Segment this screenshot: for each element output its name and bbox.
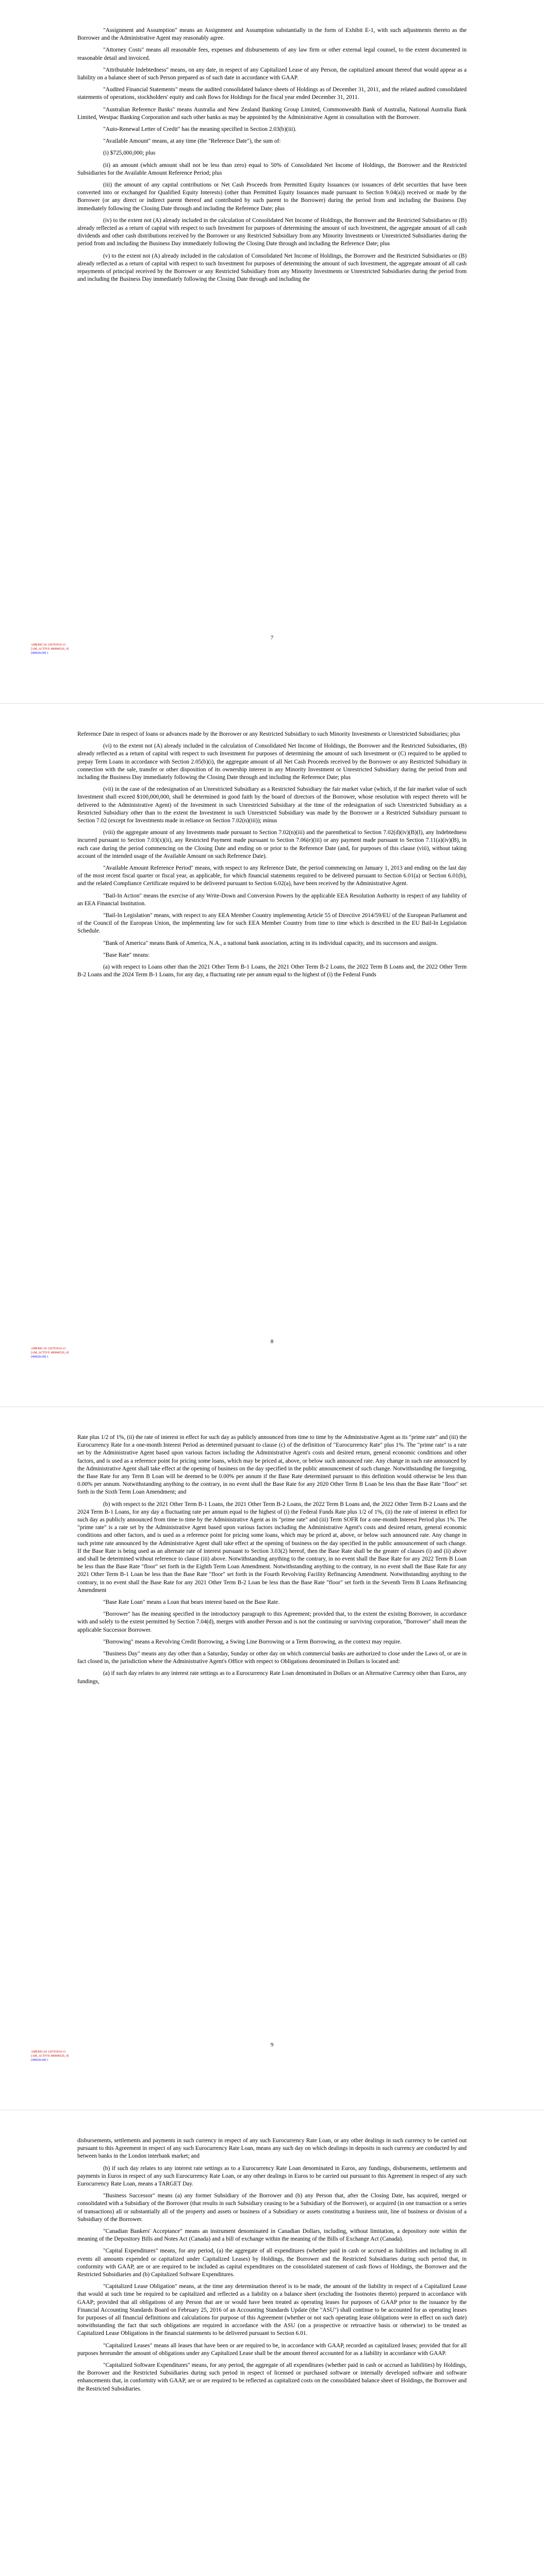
- page-number: 8: [270, 1338, 274, 1345]
- base-rate-clause-a: (a) with respect to Loans other than the 2021 Other Term B-1 Loans, the 2021 Other Term B-2 Loans, the 2022 Term B Loans and, the 2022 Other Term B-2 Loans and the 2024 Term B-1 Loans, for any day, a fluctuating rate per annum equal to the highest of (i) the Federal Funds: [77, 964, 467, 978]
- definition-bank-of-america: "Bank of America" means Bank of America, N.A., a national bank association, acting in its individual capacity, and its successors and assigns.: [103, 940, 438, 946]
- definition-capital-expenditures: "Capital Expenditures" means, for any period, (a) the aggregate of all expenditures (whether paid in cash or accrued as liabilities and including in all events all amounts expended or capitalized under Capitalized Leases) by Holdings, the Borrower and the Restricted Subsidiaries during such period that, in conformity with GAAP, are or are required to be included as capital expenditures on the consolidated statement of cash flows of Holdings, the Borrower and the Restricted Subsidiaries and (b) Capitalized Software Expenditures.: [77, 2248, 467, 2278]
- page-footer: [31, 2050, 69, 2062]
- available-amount-clause-iii: (iii) the amount of any capital contributions or Net Cash Proceeds from Permitted Equity Issuances (or issuances of debt securities that have been converted into or exchanged for Qualified Equity Interests) (other than Permitted Equity Issuances made pursuant to Section 9.04(a)) received or made by the Borrower (or any direct or indirect parent thereof and contributed by such parent to the Borrower) during the period from and including the Business Day immediately following the Closing Date through and including the Reference Date; plus: [77, 182, 467, 212]
- definition-capitalized-leases: "Capitalized Leases" means all leases that have been or are required to be, in accordance with GAAP, recorded as capitalized leases; provided that for all purposes hereunder the amount of obligations under any Capitalized Lease shall be the amount thereof accounted for as a liability in accordance with GAAP.: [77, 2342, 467, 2357]
- page-8: [0, 703, 544, 1406]
- page-number: 9: [270, 2042, 274, 2048]
- continued-text: disbursements, settlements and payments in such currency in respect of any such Eurocurrency Rate Loan, or any other dealings in such currency to be carried out pursuant to this Agreement in respect of any such Eurocurrency Rate Loan, means any such day on which dealings in deposits in such currency are conducted by and between banks in the London interbank market; and: [77, 2138, 467, 2160]
- available-amount-clause-ii: (ii) an amount (which amount shall not be less than zero) equal to 50% of Consolidated Net Income of Holdings, the Borrower and the Restricted Subsidiaries for the Available Amount Reference Period; plus: [77, 162, 467, 176]
- available-amount-clause-viii: (viii) the aggregate amount of any Investments made pursuant to Section 7.02(n)(iii) and the parenthetical to Section 7.02(d)(iv)(B)(I), any Indebtedness incurred pursuant to Section 7.03(x)(ii), any Restricted Payment made pursuant to Section 7.06(e)(iii) or any payment made pursuant to Section 7.11(a)(iv)(B), in each case during the period commencing on the Closing Date and ending on or prior to the Reference Date (and, for purposes of this clause (viii), without taking account of the intended usage of the Available Amount on such Reference Date).: [77, 829, 467, 859]
- base-rate-clause-b: (b) with respect to the 2021 Other Term B-1 Loans, the 2021 Other Term B-2 Loans, the 2022 Term B Loans and, the 2022 Other Term B-2 Loans and the 2024 Term B-1 Loans, for any day a fluctuating rate per annum equal to the highest of (i) the Federal Funds Rate plus 1/2 of 1%, (ii) the rate of interest in effect for such day as publicly announced from time to time by the Administrative Agent as its "prime rate" and (iii) Term SOFR for a one-month Interest Period plus 1%. The "prime rate" is a rate set by the Administrative Agent based upon various factors including the Administrative Agent's costs and desired return, general economic conditions and other factors, and is used as a reference point for pricing some loans, which may be priced at, above, or below such announced rate. Any change in such prime rate announced by the Administrative Agent shall take effect at the opening of business on the day specified in the public announcement of such change. If the Base Rate is being used as an alternate rate of interest pursuant to Section 3.03(2) hereof, then the Base Rate shall be the greater of clauses (i) and (ii) above and shall be determined without reference to clause (iii) above. Notwithstanding anything to the contrary, in no event shall the Base Rate for any 2022 Term B Loan be less than the Base Rate "floor" set forth in the Eighth Term Loan Amendment. Notwithstanding anything to the contrary, in no event shall the Base Rate for any 2021 Other Term B-1 Loan be less than the Base Rate "floor" set forth in the Fourth Revolving Facility Refinancing Amendment. Notwithstanding anything to the contrary, in no event shall the Base Rate for any 2021 Other Term B-2 Loan be less than the Base Rate "floor" set forth in the Seventh Term B Loans Refinancing Amendment: [77, 1501, 467, 1594]
- available-amount-clause-i: (i) $725,000,000; plus: [103, 150, 156, 157]
- continued-text: Rate plus 1/2 of 1%, (ii) the rate of interest in effect for such day as publicly announced from time to time by the Administrative Agent as its "prime rate" and (iii) the Eurocurrency Rate for a one-month Interest Period as determined pursuant to clause (c) of the definition of "Eurocurrency Rate" plus 1%. The "prime rate" is a rate set by the Administrative Agent based upon various factors including the Administrative Agent's costs and desired return, general economic conditions and other factors, and is used as a reference point for pricing some loans, which may be priced at, above, or below such announced rate. Any change in such rate announced by the Administrative Agent shall take effect at the opening of business on the day specified in the public announcement of such change. Notwithstanding the foregoing, the Base Rate for any Term B Loan will be deemed to be 0.00% per annum if the Base Rate determined pursuant to this definition would otherwise be less than 0.00% per annum. Notwithstanding anything to the contrary, in no event shall the Base Rate for any 2020 Other Term B Loan be less than the Base Rate "floor" set forth in the Sixth Term Loan Amendment; and: [77, 1434, 467, 1496]
- definition-canadian-bankers-acceptance: "Canadian Bankers' Acceptance" means an instrument denominated in Canadian Dollars, including, without limitation, a depository note within the meaning of the Depository Bills and Notes Act (Canada) and a bill of exchange within the meaning of the Bills of Exchange Act (Canada).: [77, 2228, 467, 2243]
- definition-available-amount-reference-period: "Available Amount Reference Period" means, with respect to any Reference Date, the period commencing on January 1, 2013 and ending on the last day of the most recent fiscal quarter or fiscal year, as applicable, for which financial statements required to be delivered pursuant to Section 6.01(a) or Section 6.01(b), and the related Compliance Certificate required to be delivered pursuant to Section 6.02(a), have been received by the Administrative Agent.: [77, 865, 467, 887]
- footer-line-3: [496026.00] 1: [31, 2059, 48, 2062]
- definition-capitalized-software-expenditures: "Capitalized Software Expenditures" means, for any period, the aggregate of all expenditures (whether paid in cash or accrued as liabilities) by Holdings, the Borrower and the Restricted Subsidiaries during such period in respect of licensed or purchased software or internally developed software and software enhancements that, in conformity with GAAP, are or are required to be reflected as capitalized costs on the consolidated balance sheet of Holdings, the Borrower and the Restricted Subsidiaries.: [77, 2362, 467, 2392]
- footer-line-3: [496026.00] 1: [31, 1355, 48, 1359]
- business-day-clause-a: (a) if such day relates to any interest rate settings as to a Eurocurrency Rate Loan denominated in Dollars or an Alternative Currency other than Euros, any fundings,: [77, 1670, 467, 1685]
- available-amount-clause-vi: (vi) to the extent not (A) already included in the calculation of Consolidated Net Income of Holdings, the Borrower and the Restricted Subsidiaries, (B) already reflected as a return of capital with respect to such Investment for purposes of determining the amount of such Investment or (C) required to be applied to prepay Term Loans in accordance with Section 2.05(b)(i), the aggregate amount of all Net Cash Proceeds received by the Borrower or any Restricted Subsidiary in connection with the sale, transfer or other disposition of its ownership interest in any Minority Investment or Unrestricted Subsidiary during the period from and including the Business Day immediately following the Closing Date through and including the Reference Date; plus: [77, 743, 467, 781]
- page-9: [0, 1406, 544, 2110]
- footer-line-2: [AM_ACTIVE 400846526_4]: [31, 648, 69, 651]
- definition-base-rate: "Base Rate" means:: [103, 952, 150, 958]
- available-amount-clause-v: (v) to the extent not (A) already included in the calculation of Consolidated Net Income of Holdings, the Borrower and the Restricted Subsidiaries or (B) already reflected as a return of capital with respect to such Investment for purposes of determining the amount of such Investment, the aggregate amount of all cash repayments of principal received by the Borrower or any Restricted Subsidiary from any Minority Investments or Unrestricted Subsidiaries during the period from and including the Business Day immediately following the Closing Date through and including the: [77, 252, 467, 283]
- page-footer: [31, 1347, 69, 1359]
- definition-business-day: "Business Day" means any day other than a Saturday, Sunday or other day on which commercial banks are authorized to close under the Laws of, or are in fact closed in, the jurisdiction where the Administrative Agent's Office with respect to Obligations denominated in Dollars is located and:: [77, 1651, 467, 1665]
- available-amount-clause-vii: (vii) in the case of the redesignation of an Unrestricted Subsidiary as a Restricted Subsidiary the fair market value (which, if the fair market value of such Investment shall exceed $100,000,000, shall be determined in good faith by the board of directors of the Borrower, whose resolution with respect thereto will be delivered to the Administrative Agent) of the Investment in such Unrestricted Subsidiary at the time of the redesignation of such Unrestricted Subsidiary as a Restricted Subsidiary other than to the extent the Investment in such Unrestricted Subsidiary was made by the Borrower or a Restricted Subsidiary pursuant to Section 7.02 (except for Investments made in reliance on Section 7.02(n)(iii)); minus: [77, 786, 467, 824]
- page-7: [0, 0, 544, 703]
- footer-line-2: [AM_ACTIVE 400846526_4]: [31, 2055, 69, 2058]
- definition-assignment: "Assignment and Assumption" means an Assignment and Assumption substantially in the form of Exhibit E-1, with such adjustments thereto as the Borrower and the Administrative Agent may reasonably agree.: [77, 27, 467, 42]
- available-amount-clause-iv: (iv) to the extent not (A) already included in the calculation of Consolidated Net Income of Holdings, the Borrower and the Restricted Subsidiaries or (B) already reflected as a return of capital with respect to such Investment for purposes of determining the amount of such Investment, the aggregate amount of all cash dividends and other cash distributions received by the Borrower or any Restricted Subsidiary from any Minority Investments or Unrestricted Subsidiaries during the period from and including the Business Day immediately following the Closing Date through and including the Reference Date; plus: [77, 217, 467, 247]
- definition-bail-in-action: "Bail-In Action" means the exercise of any Write-Down and Conversion Powers by the applicable EEA Resolution Authority in respect of any liability of an EEA Financial Institution.: [77, 892, 467, 907]
- definition-borrower: "Borrower" has the meaning specified in the introductory paragraph to this Agreement; provided that, to the extent the existing Borrower, in accordance with and solely to the extent permitted by Section 7.04(d), merges with another Person and is not the continuing or surviving corporation, "Borrower" shall mean the applicable Successor Borrower.: [77, 1611, 467, 1633]
- business-day-clause-b: (b) if such day relates to any interest rate settings as to a Eurocurrency Rate Loan denominated in Euros, any fundings, disbursements, settlements and payments in Euros in respect of any such Eurocurrency Rate Loan, or any other dealings in Euros to be carried out pursuant to this Agreement in respect of any such Eurocurrency Rate Loan, means a TARGET Day.: [77, 2165, 467, 2188]
- footer-line-2: [AM_ACTIVE 400846526_4]: [31, 1351, 69, 1354]
- definition-business-successor: "Business Successor" means (a) any former Subsidiary of the Borrower and (b) any Person that, after the Closing Date, has acquired, merged or consolidated with a Subsidiary of the Borrower (that results in such Subsidiary ceasing to be a Subsidiary of the Borrower), or acquired (in one transaction or a series of transactions) all or substantially all of the property and assets or business of a Subsidiary or assets constituting a business unit, line of business or division of a Subsidiary of the Borrower.: [77, 2193, 467, 2223]
- footer-line-1: AMERICAS 126701914 v3: [31, 2050, 66, 2054]
- footer-line-1: AMERICAS 126701914 v3: [31, 1347, 66, 1350]
- definition-available-amount: "Available Amount" means, at any time (the "Reference Date"), the sum of:: [103, 138, 281, 145]
- footer-line-3: [496026.00] 1: [31, 652, 48, 655]
- definition-auto-renewal-letter: "Auto-Renewal Letter of Credit" has the meaning specified in Section 2.03(b)(iii).: [103, 126, 296, 133]
- definition-base-rate-loan: "Base Rate Loan" means a Loan that bears interest based on the Base Rate.: [103, 1599, 280, 1606]
- definition-capitalized-lease-obligation: "Capitalized Lease Obligation" means, at the time any determination thereof is to be made, the amount of the liability in respect of a Capitalized Lease that would at such time be required to be capitalized and reflected as a liability on a balance sheet (excluding the footnotes thereto) prepared in accordance with GAAP; provided that all obligations of any Person that are or would have been treated as operating leases for purposes of GAAP prior to the issuance by the Financial Accounting Standards Board on February 25, 2016 of an Accounting Standards Update (the "ASU") shall continue to be accounted for as operating leases for purposes of all financial definitions and calculations for purpose of this Agreement (whether or not such operating lease obligations were in effect on such date) notwithstanding the fact that such obligations are required in accordance with the ASU (on a prospective or retroactive basis or otherwise) to be treated as Capitalized Lease Obligations in the financial statements to be delivered pursuant to Section 6.01.: [77, 2283, 467, 2337]
- definition-bail-in-legislation: "Bail-In Legislation" means, with respect to any EEA Member Country implementing Article 55 of Directive 2014/59/EU of the European Parliament and of the Council of the European Union, the implementing law for such EEA Member Country from time to time which is described in the EU Bail-In Legislation Schedule.: [77, 912, 467, 935]
- page-footer: [31, 643, 69, 655]
- definition-australian-reference-banks: "Australian Reference Banks" means Australia and New Zealand Banking Group Limited, Commonwealth Bank of Australia, National Australia Bank Limited, Westpac Banking Corporation and such other banks as may be appointed by the Administrative Agent in consultation with the Borrower.: [77, 106, 467, 121]
- definition-attorney-costs: "Attorney Costs" means all reasonable fees, expenses and disbursements of any law firm or other external legal counsel, to the extent documented in reasonable detail and invoiced.: [77, 47, 467, 61]
- footer-line-1: AMERICAS 126701914 v3: [31, 643, 66, 647]
- definition-audited-financial-statements: "Audited Financial Statements" means the audited consolidated balance sheets of Holdings as of December 31, 2011, and the related audited consolidated statements of operations, stockholders' equity and cash flows for Holdings for the fiscal year ended December 31, 2011.: [77, 87, 467, 101]
- page-number: 7: [270, 635, 274, 641]
- page-10: [0, 2110, 544, 2576]
- definition-borrowing: "Borrowing" means a Revolving Credit Borrowing, a Swing Line Borrowing or a Term Borrowing, as the context may require.: [103, 1638, 402, 1645]
- continued-text: Reference Date in respect of loans or advances made by the Borrower or any Restricted Subsidiary to such Minority Investments or Unrestricted Subsidiaries; plus: [77, 731, 460, 737]
- definition-attributable-indebtedness: "Attributable Indebtedness" means, on any date, in respect of any Capitalized Lease of any Person, the capitalized amount thereof that would appear as a liability on a balance sheet of such Person prepared as of such date in accordance with GAAP.: [77, 66, 467, 81]
